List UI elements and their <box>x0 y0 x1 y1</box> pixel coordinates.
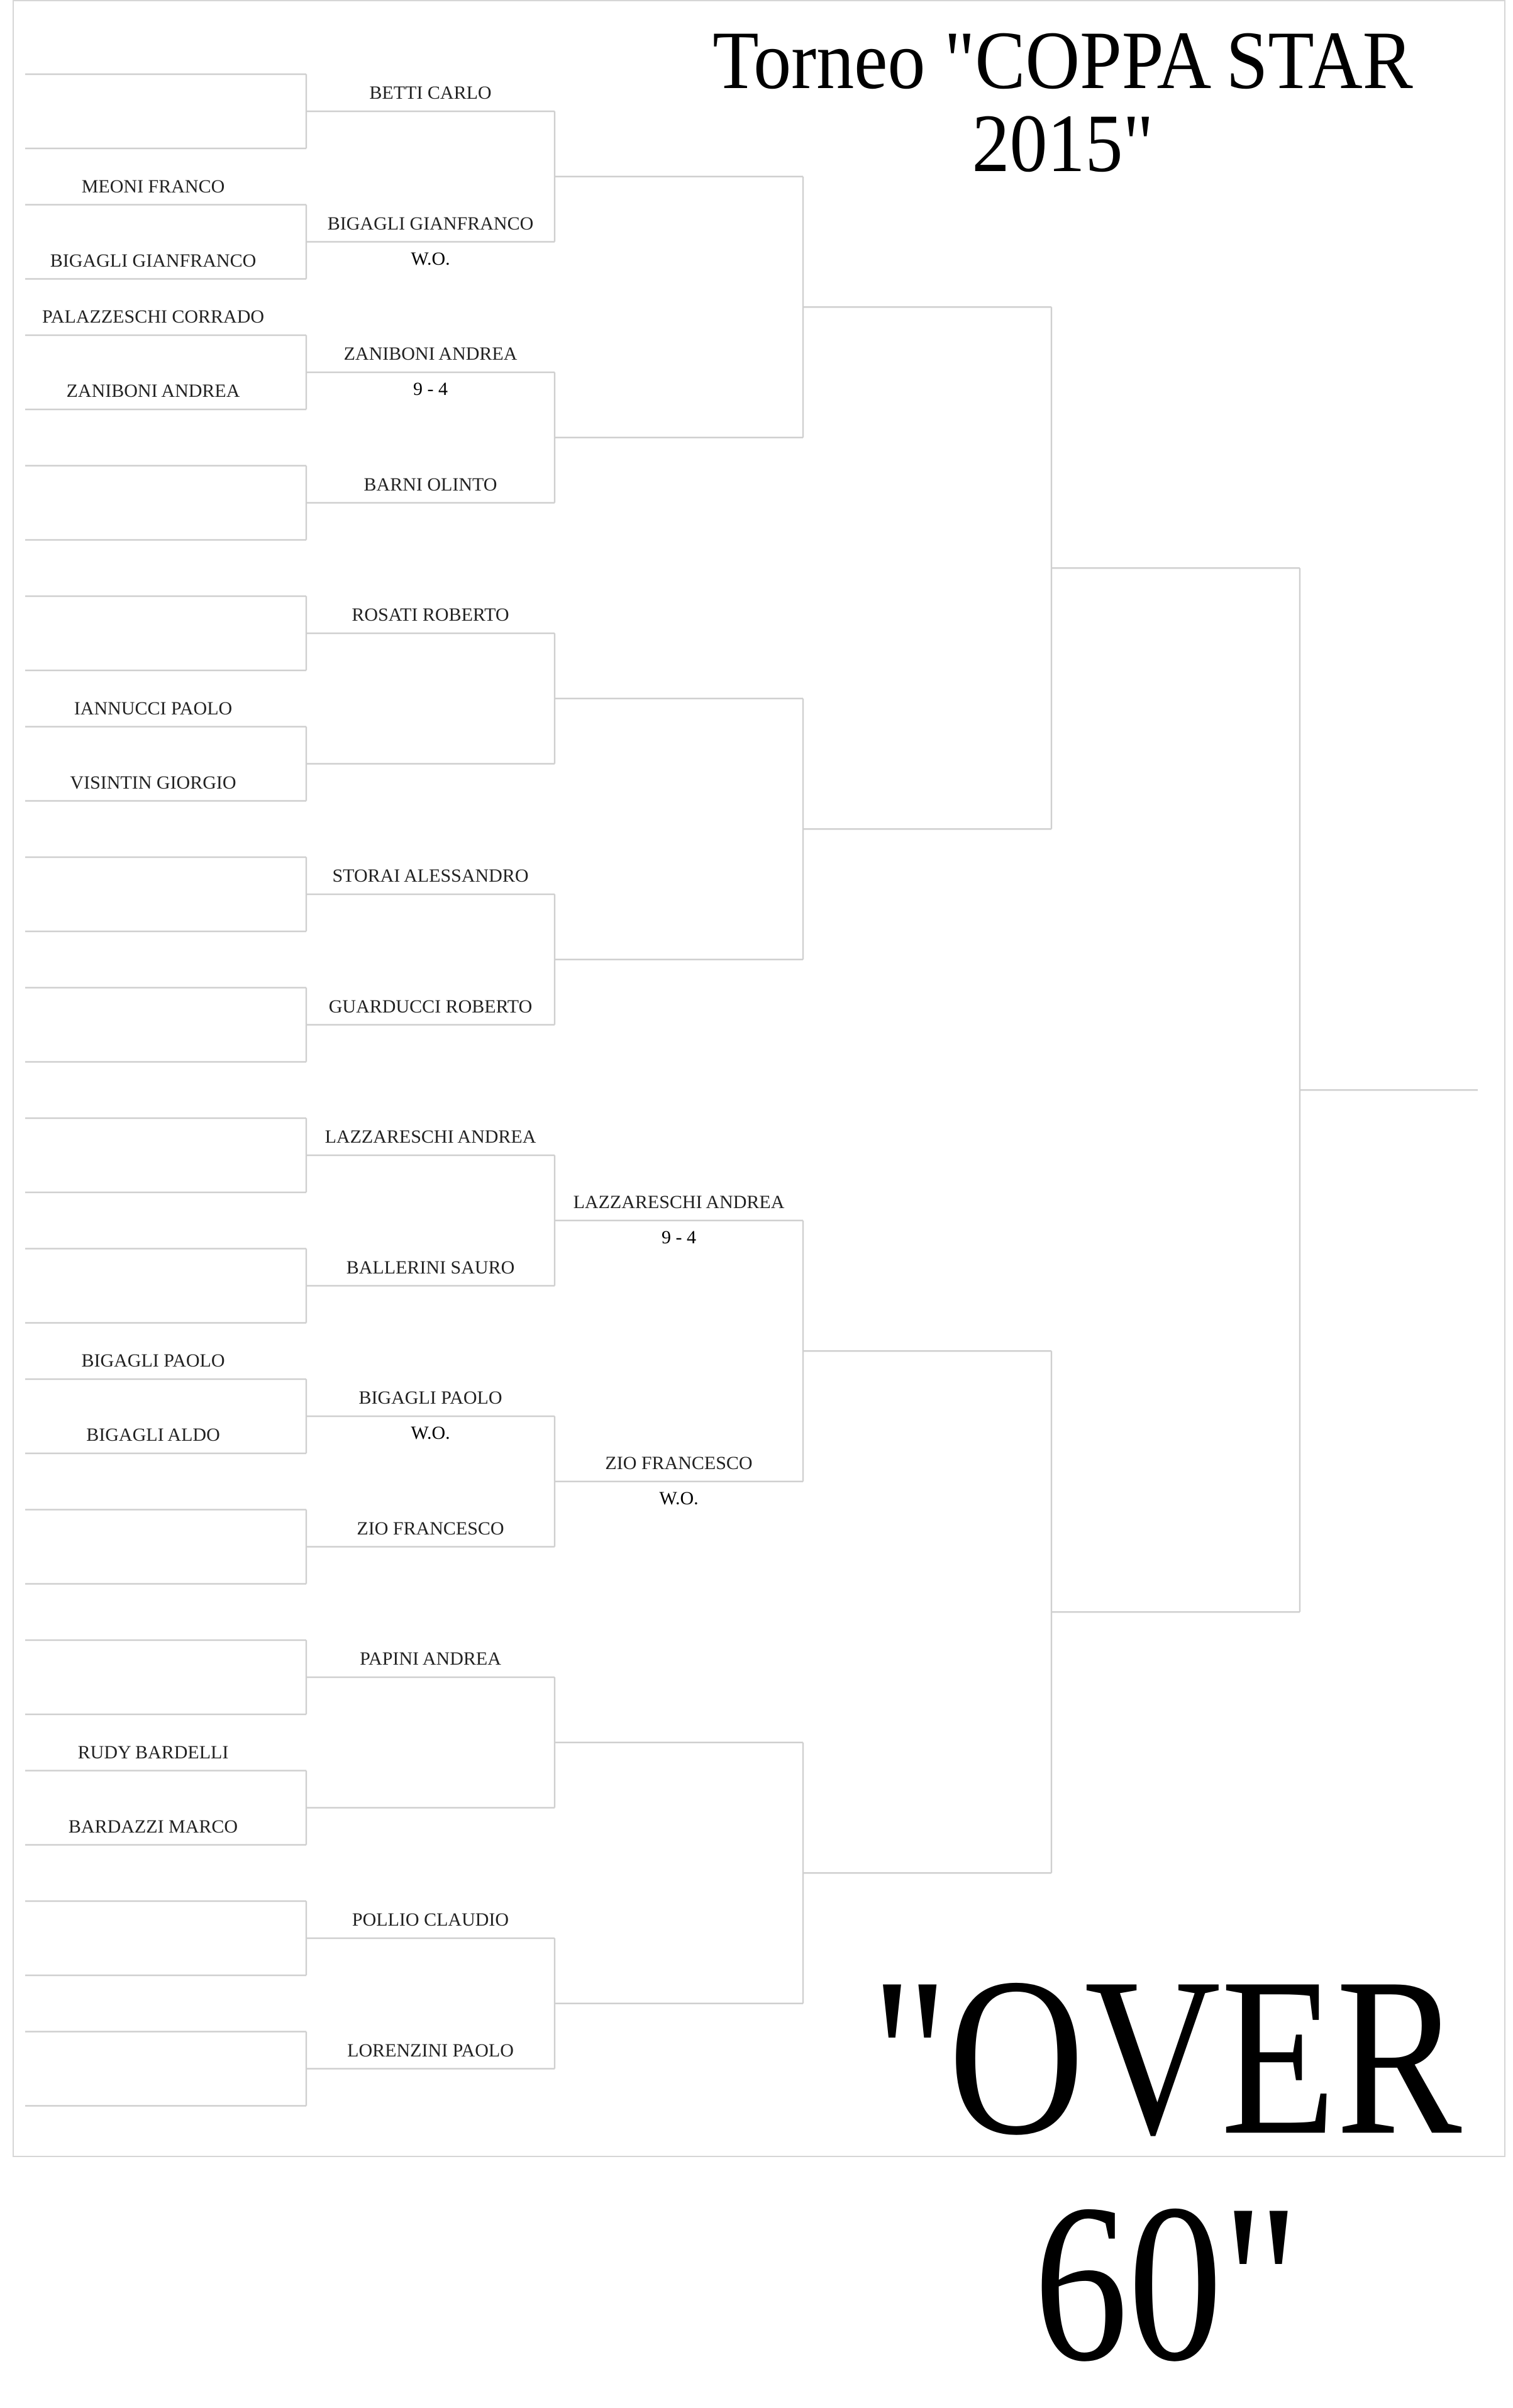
player-name-r2-8: LAZZARESCHI ANDREA <box>324 1126 536 1147</box>
player-name-r2-6: STORAI ALESSANDRO <box>332 865 529 886</box>
player-name-r1-4: PALAZZESCHI CORRADO <box>42 306 265 327</box>
category-title: "OVER 60" <box>871 1931 1462 2408</box>
player-name-r2-7: GUARDUCCI ROBERTO <box>328 996 533 1017</box>
player-name-r1-20: BIGAGLI PAOLO <box>81 1350 225 1371</box>
match-score-r3-5: W.O. <box>659 1487 699 1509</box>
match-score-r2-2: 9 - 4 <box>413 379 448 399</box>
player-name-r1-26: RUDY BARDELLI <box>77 1741 229 1763</box>
player-name-r3-4: LAZZARESCHI ANDREA <box>573 1191 785 1212</box>
player-name-r2-14: POLLIO CLAUDIO <box>352 1909 509 1930</box>
player-name-r2-12: PAPINI ANDREA <box>360 1648 501 1669</box>
player-name-r1-10: IANNUCCI PAOLO <box>74 697 233 719</box>
player-name-r1-27: BARDAZZI MARCO <box>68 1816 238 1837</box>
player-name-r2-15: LORENZINI PAOLO <box>347 2039 514 2061</box>
player-name-r1-5: ZANIBONI ANDREA <box>66 380 240 401</box>
player-name-r2-11: ZIO FRANCESCO <box>357 1517 504 1539</box>
player-name-r1-21: BIGAGLI ALDO <box>86 1424 220 1445</box>
player-name-r2-10: BIGAGLI PAOLO <box>358 1387 502 1408</box>
player-name-r2-4: ROSATI ROBERTO <box>352 604 509 625</box>
player-name-r1-11: VISINTIN GIORGIO <box>70 772 236 793</box>
match-score-r2-10: W.O. <box>411 1423 450 1443</box>
player-name-r1-3: BIGAGLI GIANFRANCO <box>50 250 257 271</box>
player-name-r3-5: ZIO FRANCESCO <box>605 1452 753 1473</box>
match-score-r2-1: W.O. <box>411 248 450 269</box>
player-name-r2-9: BALLERINI SAURO <box>346 1257 515 1278</box>
player-name-r2-3: BARNI OLINTO <box>363 474 497 495</box>
player-name-r2-1: BIGAGLI GIANFRANCO <box>327 213 534 234</box>
player-name-r1-2: MEONI FRANCO <box>81 175 225 197</box>
player-name-r2-0: BETTI CARLO <box>369 82 492 103</box>
tournament-title: Torneo "COPPA STAR 2015" <box>712 14 1413 189</box>
match-score-r3-4: 9 - 4 <box>662 1226 696 1248</box>
player-name-r2-2: ZANIBONI ANDREA <box>343 343 518 364</box>
